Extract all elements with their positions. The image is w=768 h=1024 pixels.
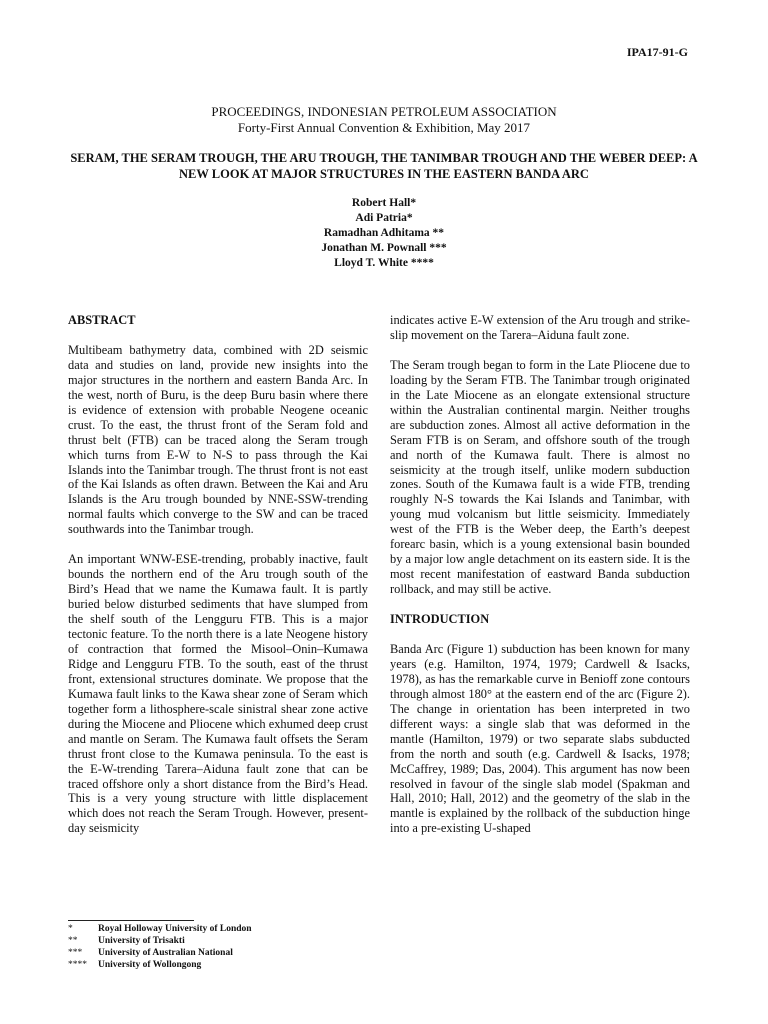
abstract-paragraph: The Seram trough began to form in the Late Pliocene due to loading by the Seram FTB. The Tanimbar trough originated in the Late Miocene as an elongate extensional structure within the Australian continental margin. Neither troughs are subduction zones. Almost all active deformation in the Seram FTB is on Seram, and offshore south of the trough and north of the Kumawa fault. There is almost no seismicity at the trough itself, unlike modern subduction zones. South of the Kumawa fault is a wide FTB, trending roughly N-S towards the Kai Islands and Tanimbar, with young mud volcanism but little seismicity. Immediately west of the FTB is the Weber deep, the Earth’s deepest forearc basin, which is a young extensional basin bounded by a major low angle detachment on its eastern side. It is the most recent manifestation of eastward Banda subduction rollback, and may still be active. <box>390 357 690 597</box>
footnote-divider <box>68 920 194 921</box>
left-column <box>68 313 368 851</box>
convention-line: Forty-First Annual Convention & Exhibition, May 2017 <box>237 120 531 135</box>
footnote-mark: * <box>68 924 73 934</box>
footnote <box>68 947 252 959</box>
abstract-paragraph: Multibeam bathymetry data, combined with 2D seismic data and studies on land, provide new insights into the major structures in the northern and eastern Banda Arc. In the west, north of Buru, is the deep Buru basin where there is evidence of extension with probable Neogene oceanic crust. To the east, the thrust front of the Seram fold and thrust belt (FTB) can be traced along the Seram trough which turns from E-W to N-S to pass through the Kai Islands into the Tanimbar trough. The thrust front is not east of the Kai Islands as often drawn. Between the Kai and Aru Islands is the Aru trough bounded by NNE-SSW-trending normal faults which converge to the SW and can be traced southwards into the Tanimbar trough. <box>68 342 368 537</box>
footnote-mark: ** <box>68 936 78 946</box>
footnote-text: University of Australian National <box>98 948 233 958</box>
affiliation-footnotes <box>68 923 252 971</box>
author: Lloyd T. White **** <box>334 257 434 269</box>
footnote-text: University of Wollongong <box>98 960 202 970</box>
author: Ramadhan Adhitama ** <box>323 227 445 239</box>
introduction-heading: INTRODUCTION <box>390 612 490 627</box>
footnote-text: Royal Holloway University of London <box>98 924 252 934</box>
proceedings-name: PROCEEDINGS, INDONESIAN PETROLEUM ASSOCIATION <box>211 104 557 119</box>
abstract-paragraph: An important WNW-ESE-trending, probably inactive, fault bounds the northern end of the Aru trough south of the Bird’s Head that we name the Kumawa fault. It is partly buried below disturbed sediments that have slumped from the shelf south of the Lengguru FTB. This is a major tectonic feature. To the north there is a late Neogene history of contraction that formed the Misool–Onin–Kumawa Ridge and Lengguru FTB. To the south, east of the thrust front, extensional structures dominate. We propose that the Kumawa fault links to the Kawa shear zone of Seram which together form a lithosphere-scale sinistral shear zone active during the Miocene and Pliocene which exhumed deep crust and mantle on Seram. The Kumawa fault offsets the Seram thrust front close to the Kumawa peninsula. To the east is the E-W-trending Tarera–Aiduna fault zone that can be traced offshore only a short distance from the Bird’s Head. This is a very young structure with little displacement which does not reach the Seram Trough. However, present-day seismicity <box>68 552 368 836</box>
right-column <box>390 313 690 851</box>
paper-title: SERAM, THE SERAM TROUGH, THE ARU TROUGH, THE TANIMBAR TROUGH AND THE WEBER DEEP: A NEW LOOK AT MAJOR STRUCTURES IN THE EASTERN BANDA ARC <box>70 151 698 181</box>
abstract-heading: ABSTRACT <box>68 313 136 327</box>
author-list <box>68 196 700 271</box>
author: Adi Patria* <box>355 212 413 224</box>
footnote <box>68 935 252 947</box>
footnote-mark: **** <box>68 960 87 970</box>
abstract-paragraph: indicates active E-W extension of the Aru trough and strike-slip movement on the Tarera–Aiduna fault zone. <box>390 313 690 342</box>
author: Robert Hall* <box>351 197 417 209</box>
paper-id: IPA17-91-G <box>626 45 688 59</box>
proceedings-header <box>68 104 700 136</box>
author: Jonathan M. Pownall *** <box>321 242 447 254</box>
footnote <box>68 923 252 935</box>
footnote-text: University of Trisakti <box>98 936 185 946</box>
introduction-paragraph: Banda Arc (Figure 1) subduction has been known for many years (e.g. Hamilton, 1974, 1979; Cardwell & Isacks, 1978), as has the remarkable curve in Benioff zone contours through almost 180° at the eastern end of the arc (Figure 2). The change in orientation has been interpreted in two different ways: a single slab that was deformed in the mantle (Hamilton, 1979) or two separate slabs subducted from the north and south (e.g. Cardwell & Isacks, 1978; McCaffrey, 1989; Das, 2004). This argument has now been resolved in favour of the single slab model (Spakman and Hall, 2010; Hall, 2012) and the geometry of the slab in the mantle is explained by the rollback of the subduction hinge into a pre-existing U-shaped <box>390 641 690 836</box>
footnote <box>68 959 252 971</box>
footnote-mark: *** <box>68 948 83 958</box>
